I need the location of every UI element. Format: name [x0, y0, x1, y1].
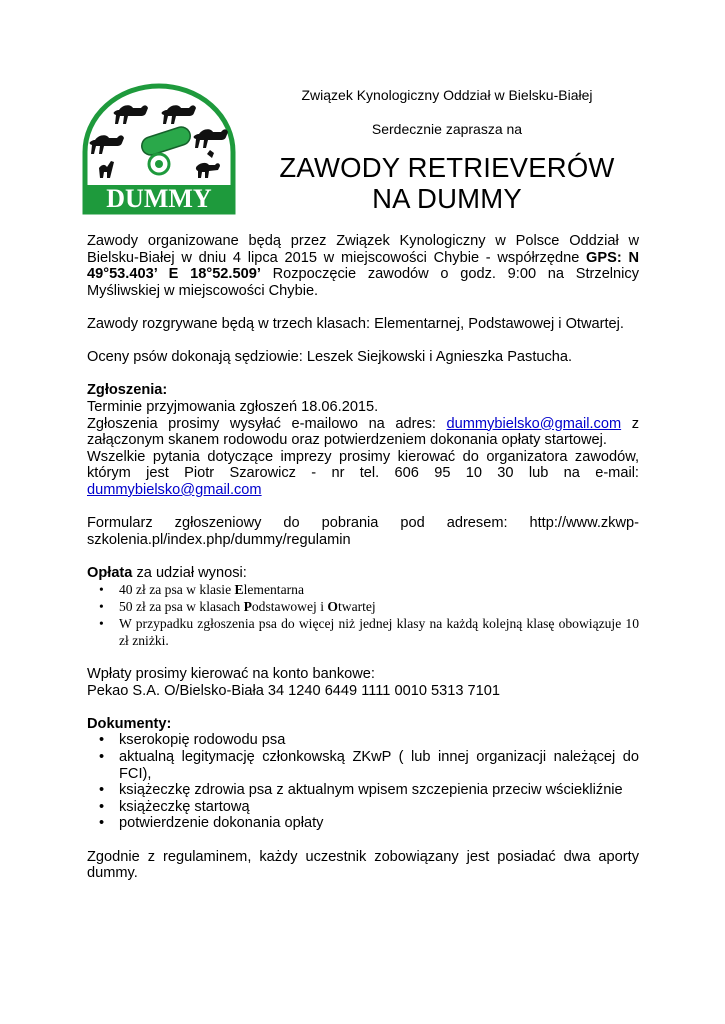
fee-list	[87, 581, 639, 649]
judges-paragraph: Oceny psów dokonają sędziowie: Leszek Siejkowski i Agnieszka Pastucha.	[87, 349, 573, 366]
title-line-1: ZAWODY RETRIEVERÓW	[279, 152, 615, 183]
entries-section: Zgłoszenia: Terminie przyjmowania zgłoszeń 18.06.2015. Zgłoszenia prosimy wysyłać e-mailowo na adres: dummybielsko@gmail.com z załączonym skanem rodowodu oraz potwierdzeniem dokonania opłaty startowej. Wszelkie pytania dotyczące imprezy prosimy kierować do organizatora zawodów, którym jest Piotr Szarowicz - nr tel. 606 95 10 30 lub na e-mail: dummybielsko@gmail.com	[87, 382, 640, 498]
documents-heading: Dokumenty:	[87, 715, 172, 732]
fee-section: Opłata za udział wynosi: • 40 zł za psa w klasie Elementarna • 50 zł za psa w klasach Podstawowej i Otwartej • W przypadku zgłoszenia psa do więcej niż jednej klasy na każdą kolejną klasę obowiązuje 10 zł zniżki.	[87, 564, 639, 649]
organization-name: Związek Kynologiczny Oddział w Bielsku-Białej	[301, 87, 593, 103]
list-item: • W przypadku zgłoszenia psa do więcej niż jednej klasy na każdą kolejną klasę obowiązuje 10 zł zniżki.	[99, 616, 639, 649]
logo-word: DUMMY	[106, 184, 212, 213]
fee-heading: Opłata	[87, 564, 133, 581]
email-link[interactable]: dummybielsko@gmail.com	[446, 415, 622, 432]
documents-list	[87, 732, 639, 832]
document-body	[87, 233, 639, 898]
bank-section: Wpłaty prosimy kierować na konto bankowe: Pekao S.A. O/Bielsko-Biała 34 1240 6449 1111 0010 5313 7101	[87, 666, 639, 699]
entries-deadline: Terminie przyjmowania zgłoszeń 18.06.2015.	[87, 398, 379, 415]
form-paragraph: Formularz zgłoszeniowy do pobrania pod adresem: http://www.zkwp-szkolenia.pl/index.php/dummy/regulamin	[87, 515, 639, 548]
list-item: • 50 zł za psa w klasach Podstawowej i Otwartej	[99, 599, 376, 615]
list-item: • książeczkę zdrowia psa z aktualnym wpisem szczepienia przeciw wściekliźnie	[99, 782, 623, 799]
dummy-logo	[79, 82, 239, 217]
intro-paragraph: Zawody organizowane będą przez Związek Kynologiczny w Polsce Oddział w Bielsku-Białej w dniu 4 lipca 2015 w miejscowości Chybie - współrzędne GPS: N 49°53.403’ E 18°52.509’ Rozpoczęcie zawodów o godz. 9:00 na Strzelnicy Myśliwskiej w miejscowości Chybie.	[87, 233, 640, 299]
dog-icon	[162, 105, 196, 124]
bank-account: Pekao S.A. O/Bielsko-Biała 34 1240 6449 1111 0010 5313 7101	[87, 682, 500, 699]
classes-paragraph: Zawody rozgrywane będą w trzech klasach: Elementarnej, Podstawowej i Otwartej.	[87, 315, 624, 332]
dog-icon	[196, 163, 220, 178]
closing-paragraph: Zgodnie z regulaminem, każdy uczestnik zobowiązany jest posiadać dwa aporty dummy.	[87, 848, 639, 882]
invite-line: Serdecznie zaprasza na	[371, 121, 523, 137]
list-item: • 40 zł za psa w klasie Elementarna	[99, 582, 304, 598]
email-link-2[interactable]: dummybielsko@gmail.com	[87, 481, 262, 498]
dog-icon	[90, 135, 124, 154]
list-item: • książeczkę startową	[99, 798, 250, 815]
list-item: • aktualną legitymację członkowską ZKwP ( lub innej organizacji należącej do FCI),	[99, 749, 639, 782]
page-title	[252, 152, 642, 214]
dog-icon	[114, 105, 148, 124]
dog-icon	[207, 150, 214, 158]
documents-section	[87, 716, 639, 832]
list-item: • kserokopię rodowodu psa	[99, 732, 286, 749]
dog-icon	[194, 129, 228, 148]
title-line-2: NA DUMMY	[372, 183, 522, 214]
entries-heading: Zgłoszenia:	[87, 382, 168, 399]
gps-coordinates: GPS: N 49°53.403’ E 18°52.509’	[87, 249, 639, 283]
dog-icon	[99, 161, 114, 178]
dummy-icon	[139, 125, 192, 158]
list-item: • potwierdzenie dokonania opłaty	[99, 815, 324, 832]
